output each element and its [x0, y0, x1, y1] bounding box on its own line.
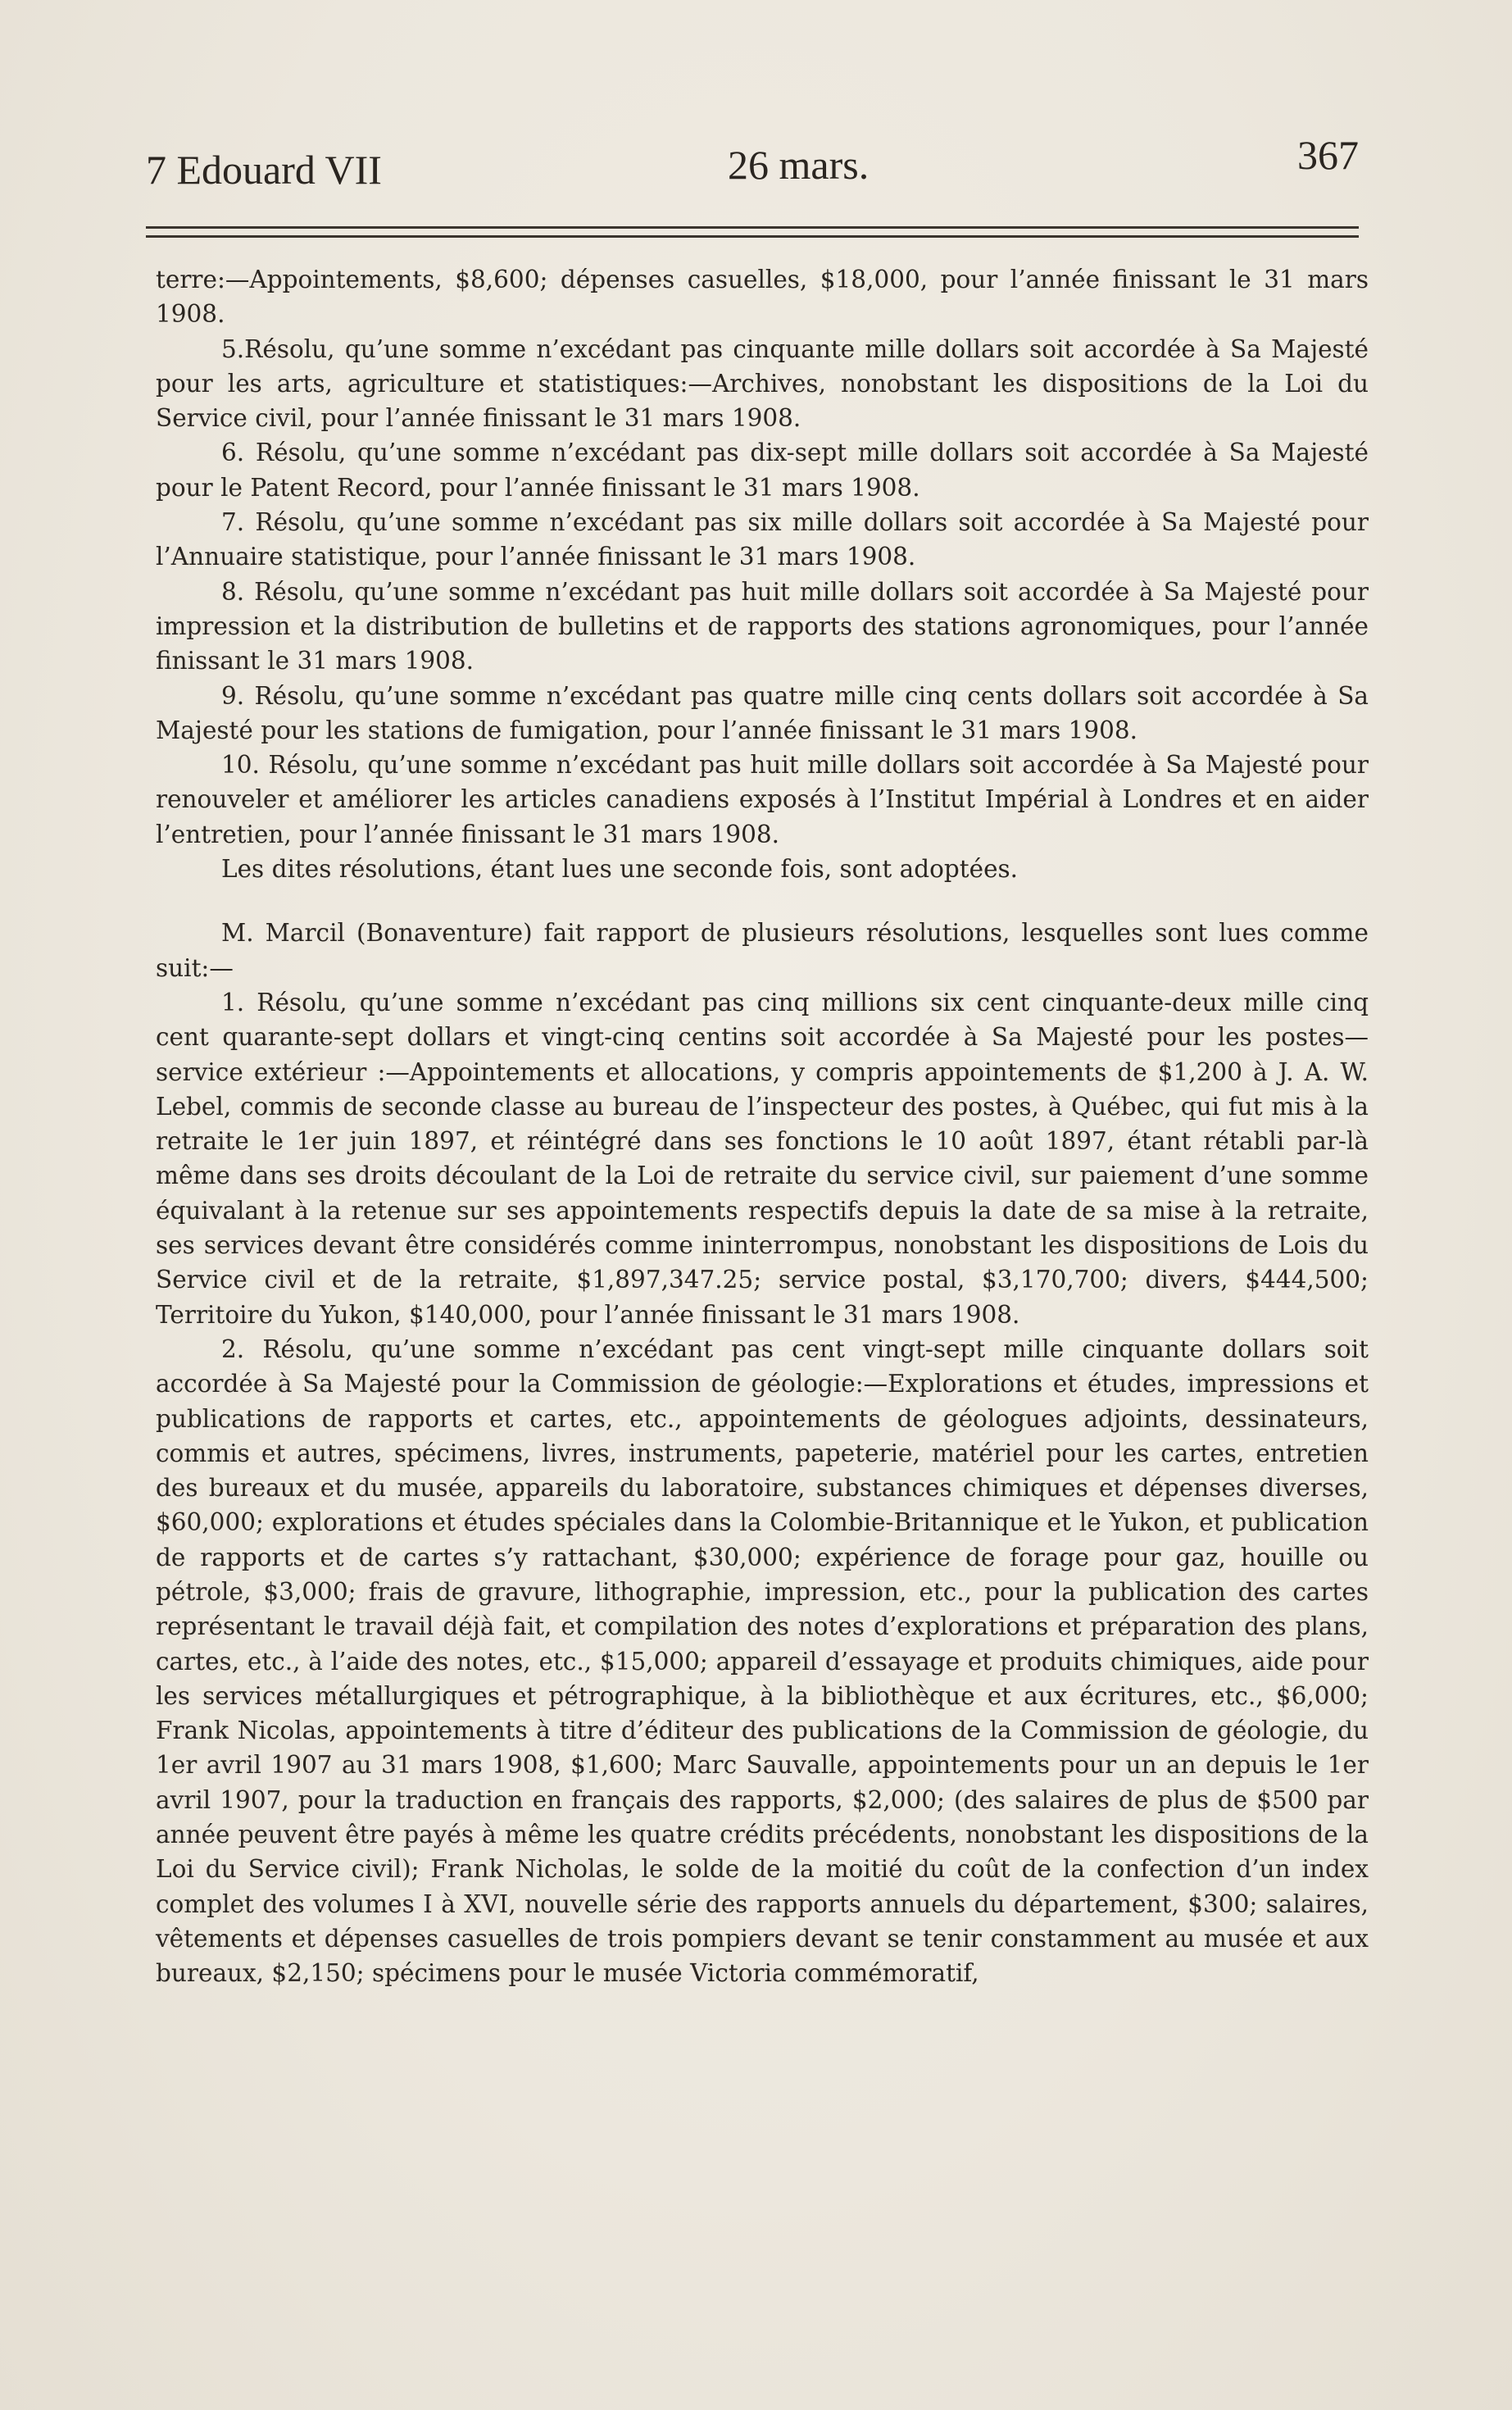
page-body — [156, 262, 1369, 1991]
resolution-6: 6. Résolu, qu’une somme n’excédant pas dix-sept mille dollars soit accordée à Sa Majesté pour le Patent Record, pour l’année finissant le 31 mars 1908. — [156, 439, 1369, 502]
session-title: 7 Edouard VII — [146, 147, 382, 193]
report-intro: M. Marcil (Bonaventure) fait rapport de plusieurs résolutions, lesquelles sont lues comme suit:— — [156, 919, 1369, 982]
date-heading: 26 mars. — [728, 142, 870, 188]
resolution-5: 5.Résolu, qu’une somme n’excédant pas cinquante mille dollars soit accordée à Sa Majesté pour les arts, agriculture et statistiques:—Archives, nonobstant les dispositions de la Loi du Service civil, pour l’année finissant le 31 mars 1908. — [156, 334, 1369, 433]
resolution-postes: 1. Résolu, qu’une somme n’excédant pas cinq millions six cent cinquante-deux mille cinq cent quarante-sept dollars et vingt-cinq centins soit accordée à Sa Majesté pour les postes—service extérieur :—Appointements et allocations, y compris appointements de $1,200 à J. A. W. Lebel, commis de seconde classe au bureau de l’inspecteur des postes, à Québec, qui fut mis à la retraite le 1er juin 1897, et réintégré dans ses fonctions le 10 août 1897, étant rétabli par-là même dans ses droits découlant de la Loi de retraite du service civil, sur paiement d’une somme équivalant à la retenue sur ses appointements respectifs depuis la date de sa mise à la retraite, ses services devant être considérés comme ininterrompus, nonobstant les dispositions de Lois du Service civil et de la retraite, $1,897,347.25; service postal, $3,170,700; divers, $444,500; Territoire du Yukon, $140,000, pour l’année finissant le 31 mars 1908. — [156, 988, 1369, 1329]
resolution-7: 7. Résolu, qu’une somme n’excédant pas six mille dollars soit accordée à Sa Majesté pour l’Annuaire statistique, pour l’année finissant le 31 mars 1908. — [156, 508, 1369, 571]
page-header — [146, 131, 1359, 197]
resolution-9: 9. Résolu, qu’une somme n’excédant pas quatre mille cinq cents dollars soit accordée à Sa Majesté pour les stations de fumigation, pour l’année finissant le 31 mars 1908. — [156, 681, 1369, 744]
header-rule-bottom — [146, 235, 1359, 238]
adoption-statement: Les dites résolutions, étant lues une seconde fois, sont adoptées. — [221, 855, 1019, 884]
paragraph-continuation: terre:—Appointements, $8,600; dépenses casuelles, $18,000, pour l’année finissant le 31 mars 1908. — [156, 266, 1369, 329]
page-number: 367 — [1297, 132, 1359, 178]
resolution-10: 10. Résolu, qu’une somme n’excédant pas huit mille dollars soit accordée à Sa Majesté pour renouveler et améliorer les articles canadiens exposés à l’Institut Impérial à Londres et en aider l’entretien, pour l’année finissant le 31 mars 1908. — [156, 751, 1369, 848]
resolution-8: 8. Résolu, qu’une somme n’excédant pas huit mille dollars soit accordée à Sa Majesté pour impression et la distribution de bulletins et de rapports des stations agronomiques, pour l’année finissant le 31 mars 1908. — [156, 577, 1369, 675]
header-rule-top — [146, 226, 1359, 229]
resolution-geologie: 2. Résolu, qu’une somme n’excédant pas cent vingt-sept mille cinquante dollars soit accordée à Sa Majesté pour la Commission de géologie:—Explorations et études, impressions et publications de rapports et cartes, etc., appointements de géologues adjoints, dessinateurs, commis et autres, spécimens, livres, instruments, papeterie, matériel pour les cartes, entretien des bureaux et du musée, appareils du laboratoire, substances chimiques et dépenses diverses, $60,000; explorations et études spéciales dans la Colombie-Britannique et le Yukon, et publication de rapports et de cartes s’y rattachant, $30,000; expérience de forage pour gaz, houille ou pétrole, $3,000; frais de gravure, lithographie, impression, etc., pour la publication des cartes représentant le travail déjà fait, et compilation des notes d’explorations et préparation des plans, cartes, etc., à l’aide des notes, etc., $15,000; appareil d’essayage et produits chimiques, aide pour les services métallurgiques et pétrographique, à la bibliothèque et aux écritures, etc., $6,000; Frank Nicolas, appointements à titre d’éditeur des publications de la Commission de géologie, du 1er avril 1907 au 31 mars 1908, $1,600; Marc Sauvalle, appointements pour un an depuis le 1er avril 1907, pour la traduction en français des rapports, $2,000; (des salaires de plus de $500 par année peuvent être payés à même les quatre crédits précédents, nonobstant les dispositions de la Loi du Service civil); Frank Nicholas, le solde de la moitié du coût de la confection d’un index complet des volumes I à XVI, nouvelle série des rapports annuels du département, $300; salaires, vêtements et dépenses casuelles de trois pompiers devant se tenir constamment au musée et aux bureaux, $2,150; spécimens pour le musée Victoria commémoratif, — [156, 1335, 1369, 1988]
